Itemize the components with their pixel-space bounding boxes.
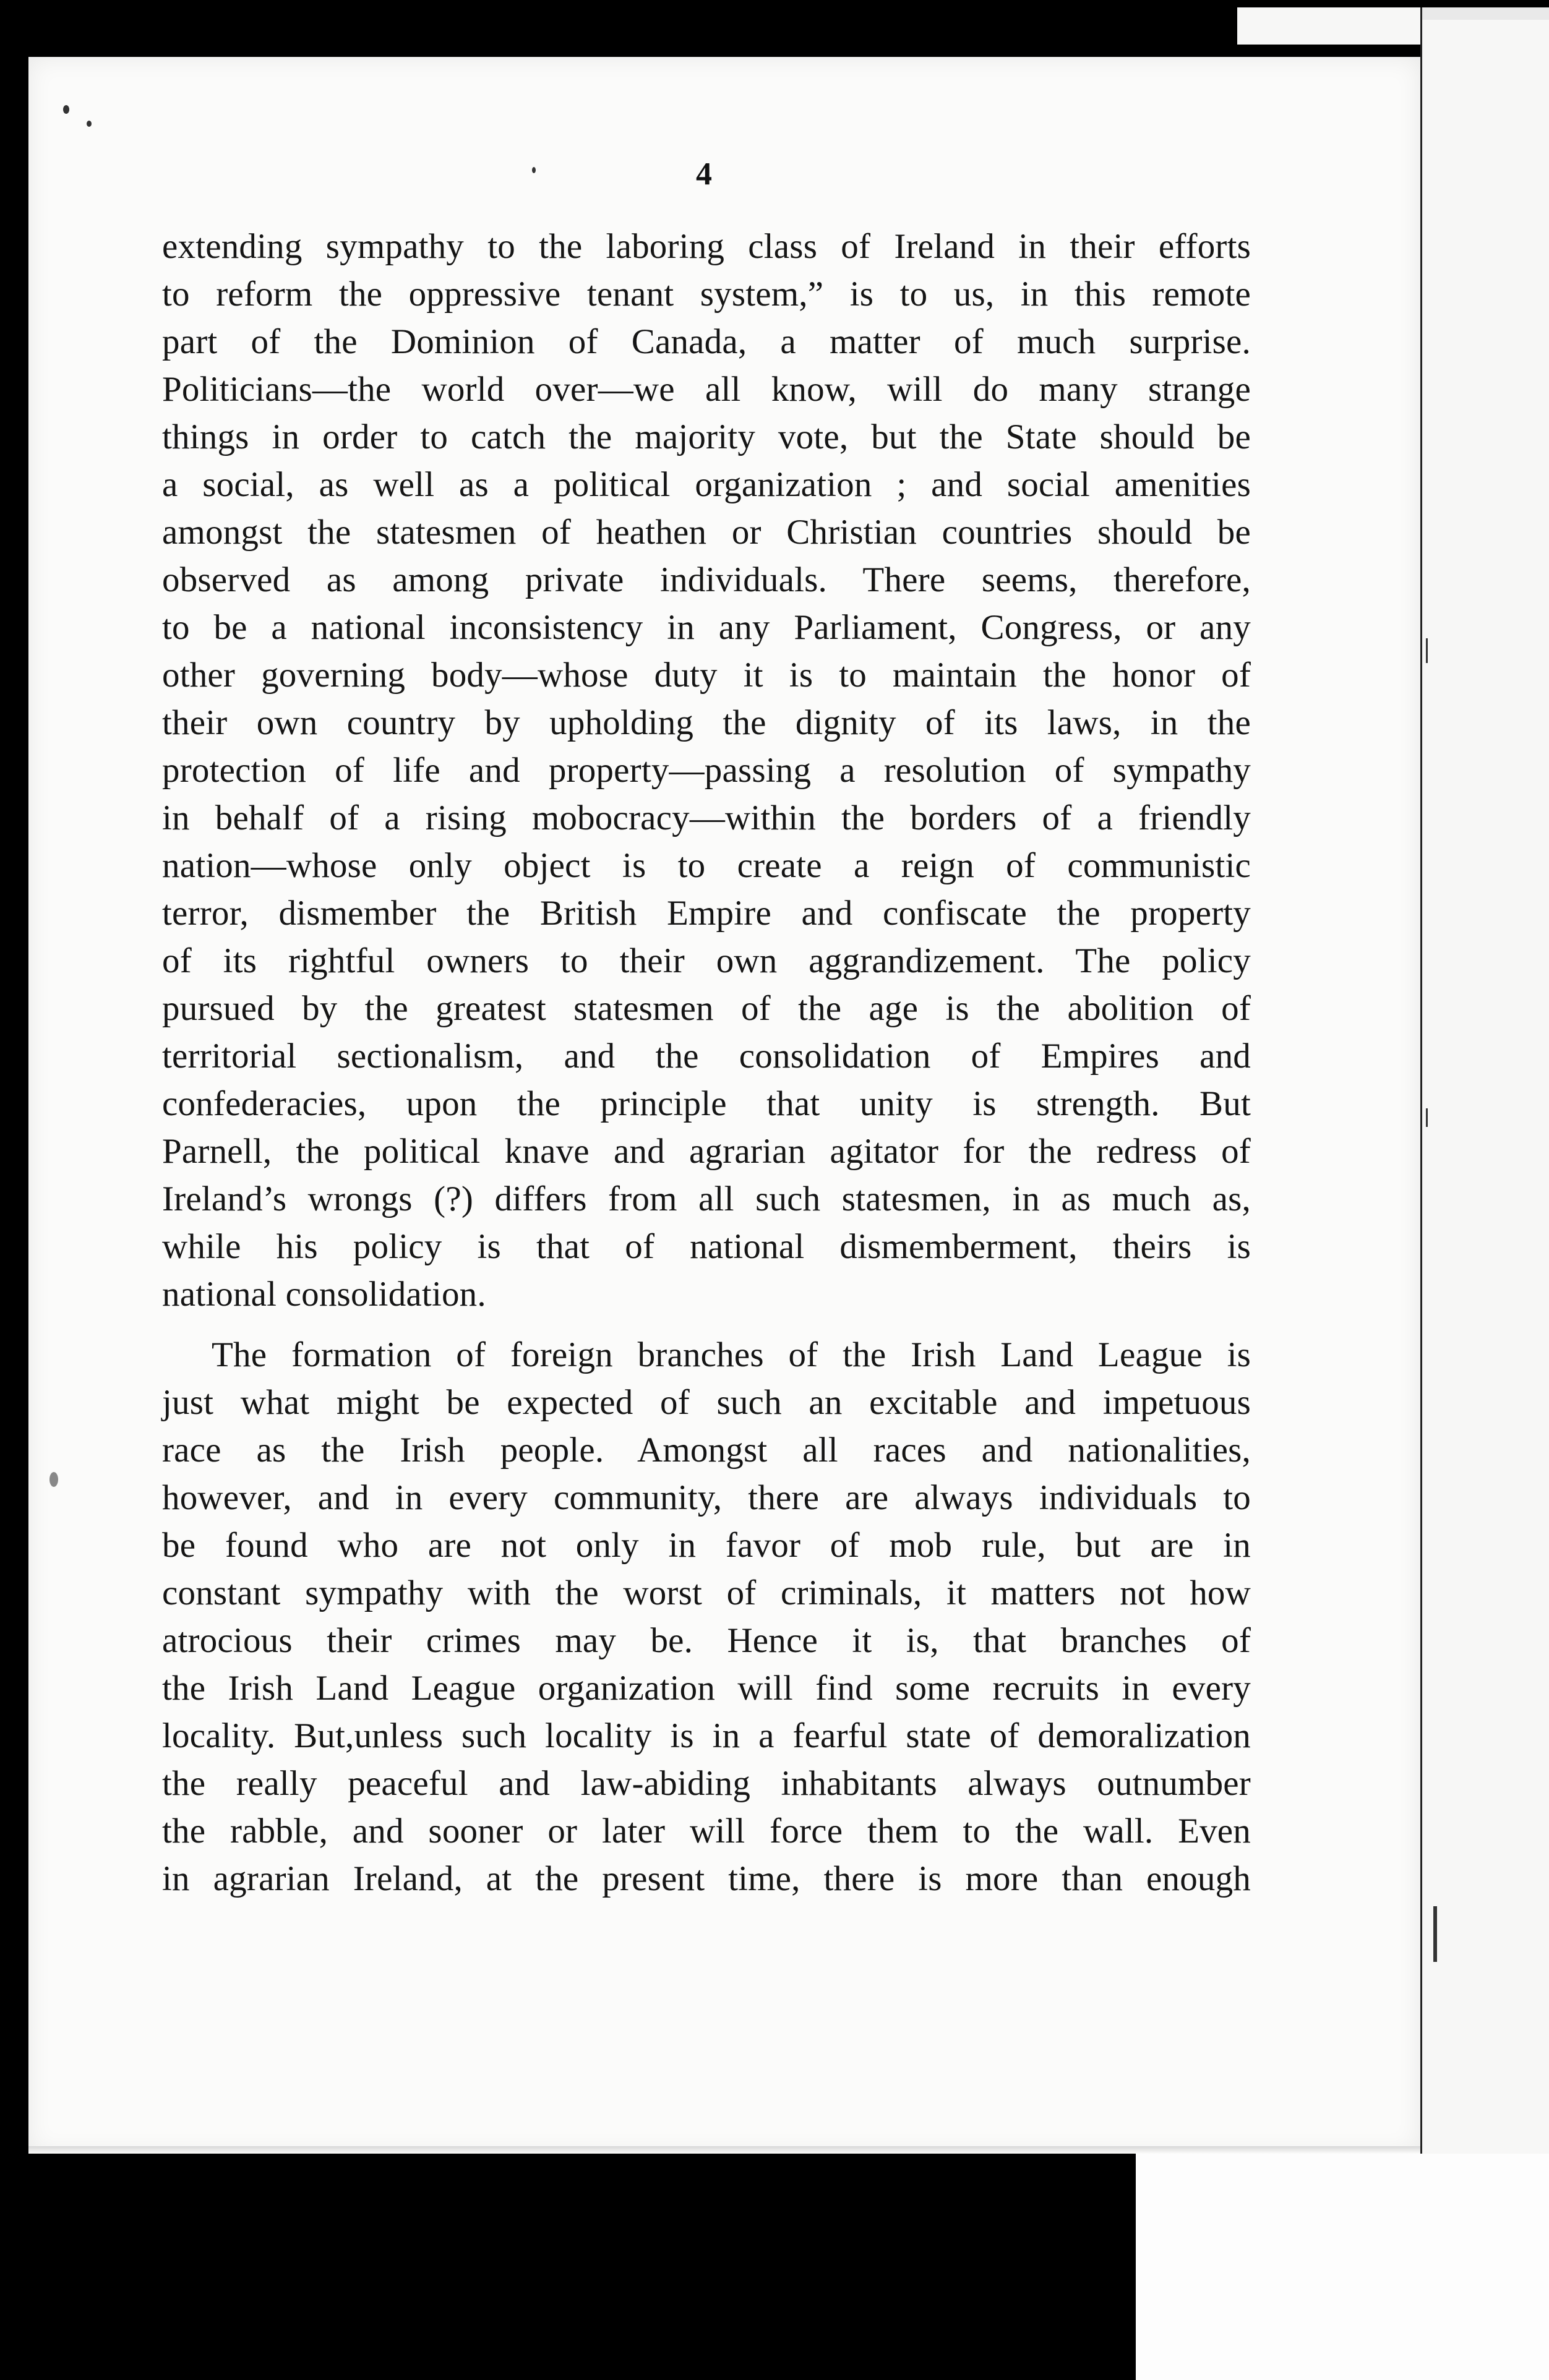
text-line: of its rightful owners to their own aggrandizement. The policy — [162, 941, 1251, 980]
text-line: things in order to catch the majority vote, but the State should be — [162, 417, 1251, 456]
scan-blank-area — [1136, 2154, 1549, 2380]
text-line: Ireland’s wrongs (?) differs from all such statesmen, in as much as, — [162, 1179, 1251, 1218]
scan-speck — [87, 121, 92, 127]
text-line: extending sympathy to the laboring class of Ireland in their efforts — [162, 227, 1251, 266]
text-line: a social, as well as a political organization ; and social amenities — [162, 465, 1251, 504]
text-line: territorial sectionalism, and the consolidation of Empires and — [162, 1037, 1251, 1076]
scan-speck — [532, 167, 536, 173]
text-line: in behalf of a rising mobocracy—within the borders of a friendly — [162, 798, 1251, 837]
scan-speck — [63, 105, 69, 114]
text-line: pursued by the greatest statesmen of the age is the abolition of — [162, 989, 1251, 1028]
text-line: Parnell, the political knave and agrarian agitator for the redress of — [162, 1132, 1251, 1171]
text-line: observed as among private individuals. There seems, therefore, — [162, 560, 1251, 599]
text-line: however, and in every community, there are always individuals to — [162, 1478, 1251, 1517]
page-number: 4 — [696, 156, 712, 192]
scan-mark — [1426, 638, 1428, 663]
text-line: in agrarian Ireland, at the present time, there is more than enough — [162, 1859, 1251, 1898]
text-line: be found who are not only in favor of mob rule, but are in — [162, 1526, 1251, 1565]
text-line: other governing body—whose duty it is to maintain the honor of — [162, 656, 1251, 695]
text-line: just what might be expected of such an excitable and impetuous — [162, 1383, 1251, 1422]
scan-mark — [1433, 1906, 1437, 1962]
text-line: the rabble, and sooner or later will force them to the wall. Even — [162, 1812, 1251, 1851]
text-line: part of the Dominion of Canada, a matter of much surprise. — [162, 322, 1251, 361]
text-line: confederacies, upon the principle that unity is strength. But — [162, 1084, 1251, 1123]
page-bottom-edge — [28, 2146, 1420, 2154]
scan-speck — [49, 1472, 58, 1487]
text-line: the Irish Land League organization will find some recruits in every — [162, 1669, 1251, 1708]
text-line: national consolidation. — [162, 1275, 486, 1314]
sheet-edge-strip — [1237, 7, 1420, 45]
text-line: Politicians—the world over—we all know, will do many strange — [162, 370, 1251, 409]
body-text — [162, 223, 1251, 1903]
text-line: to be a national inconsistency in any Parliament, Congress, or any — [162, 608, 1251, 647]
text-line: race as the Irish people. Amongst all races and nationalities, — [162, 1431, 1251, 1470]
paragraph-1 — [162, 223, 1251, 1318]
text-line: locality. But,unless such locality is in a fearful state of demoralization — [162, 1716, 1251, 1755]
text-line: atrocious their crimes may be. Hence it is, that branches of — [162, 1621, 1251, 1660]
text-line: terror, dismember the British Empire and confiscate the property — [162, 894, 1251, 933]
adjacent-sheet-edge — [1422, 7, 1549, 20]
text-line: the really peaceful and law-abiding inhabitants always outnumber — [162, 1764, 1251, 1803]
text-line: amongst the statesmen of heathen or Christian countries should be — [162, 513, 1251, 552]
adjacent-sheet — [1420, 7, 1549, 2380]
text-line: their own country by upholding the dignity of its laws, in the — [162, 703, 1251, 742]
text-line: The formation of foreign branches of the Irish Land League is — [212, 1335, 1251, 1374]
text-line: while his policy is that of national dismemberment, theirs is — [162, 1227, 1251, 1266]
text-line: constant sympathy with the worst of criminals, it matters not how — [162, 1573, 1251, 1612]
text-line: nation—whose only object is to create a reign of communistic — [162, 846, 1251, 885]
paragraph-2 — [162, 1331, 1251, 1903]
text-line: to reform the oppressive tenant system,” is to us, in this remote — [162, 275, 1251, 314]
scan-mark — [1426, 1108, 1428, 1127]
text-line: protection of life and property—passing a resolution of sympathy — [162, 751, 1251, 790]
paragraph-gap — [162, 1318, 1251, 1331]
